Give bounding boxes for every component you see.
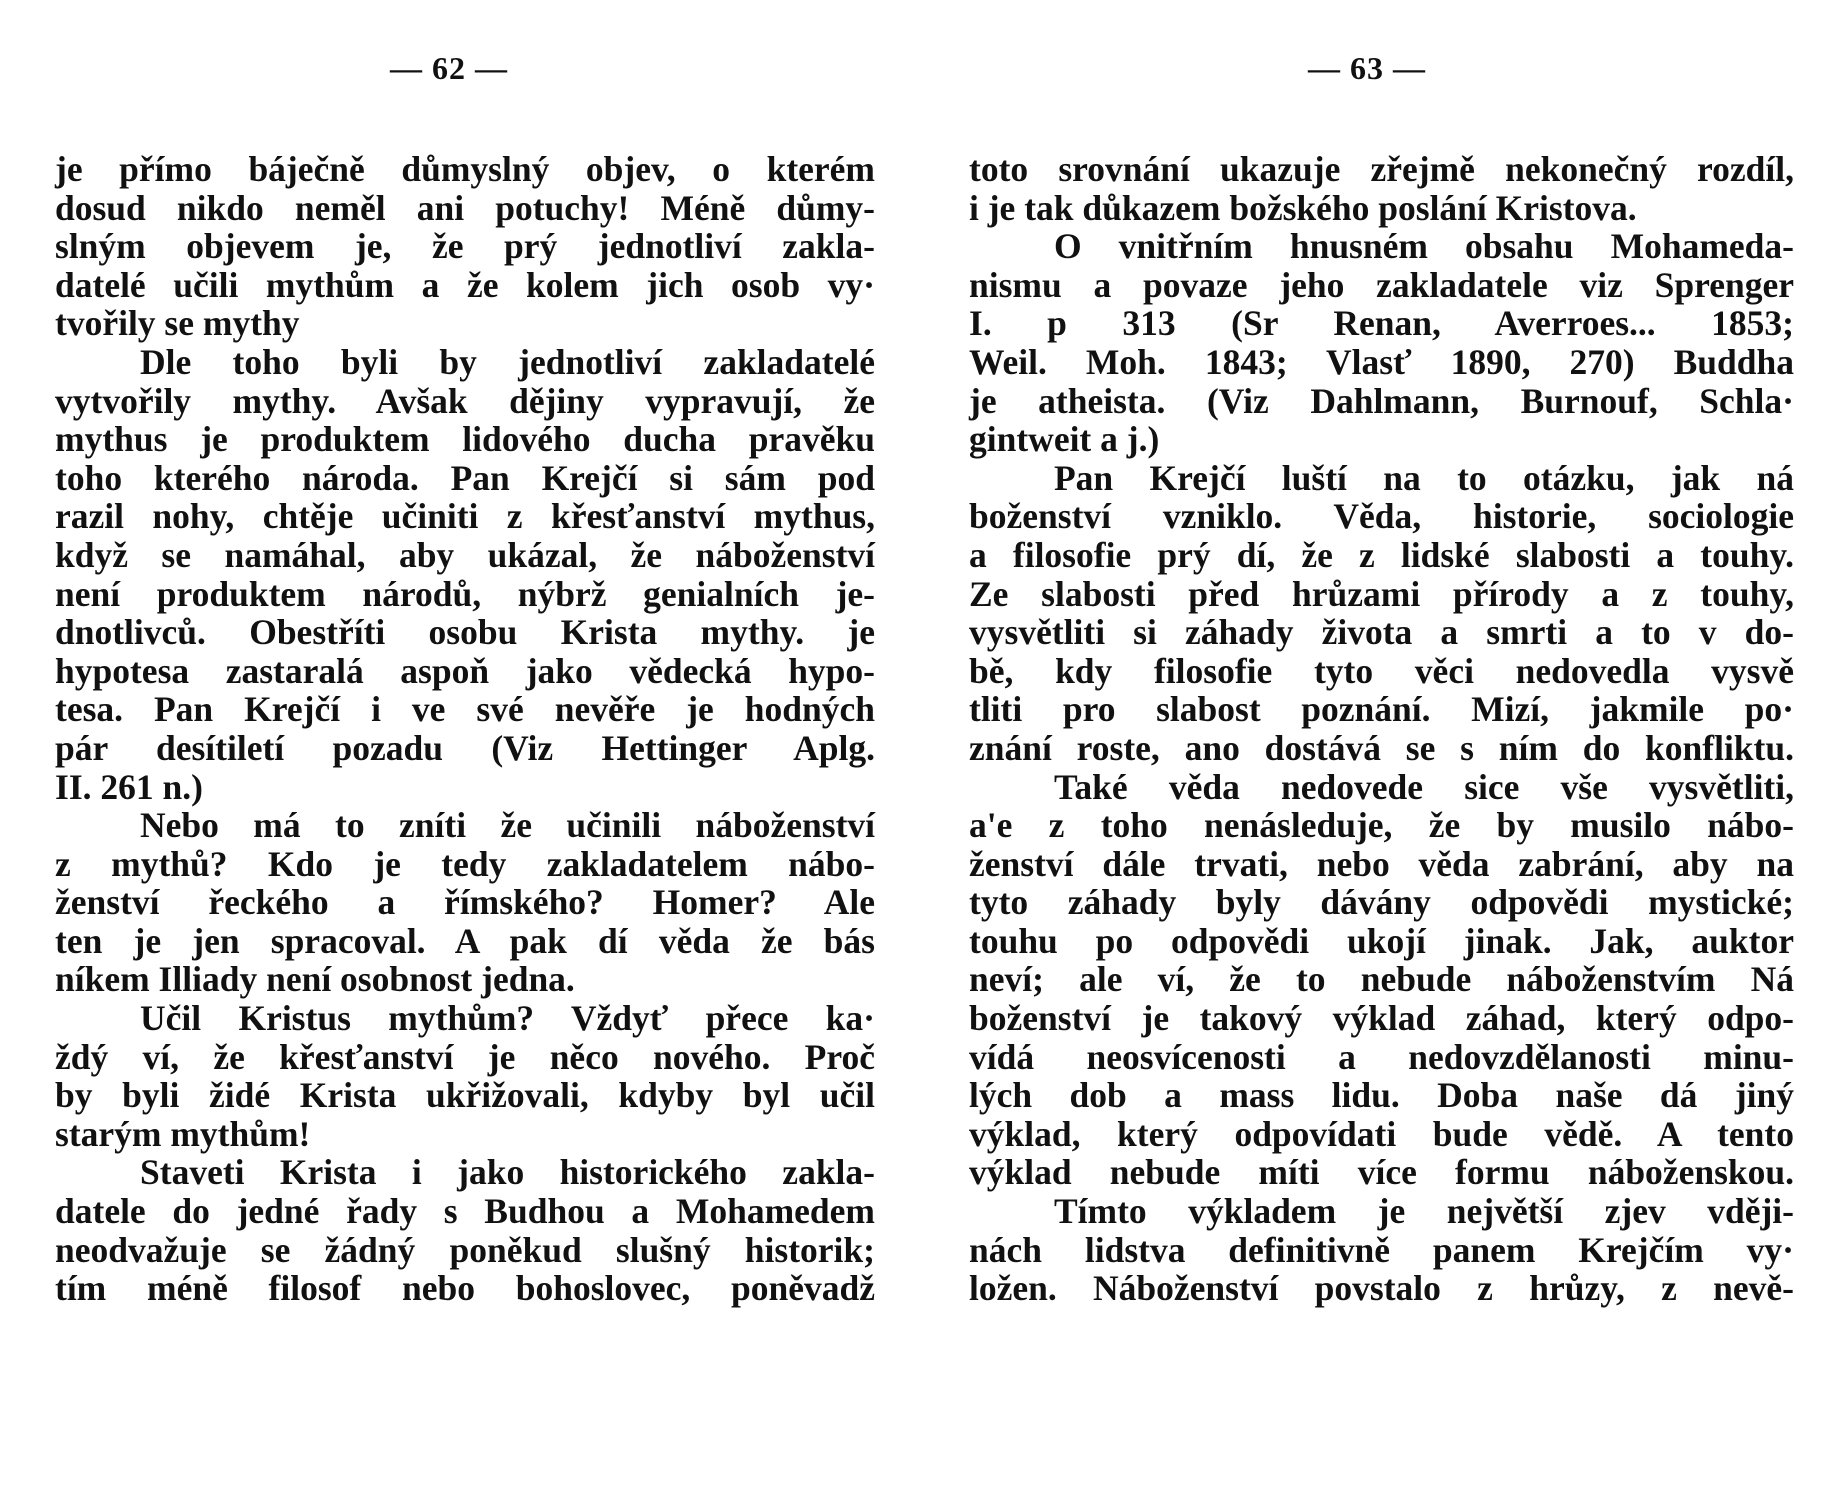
text-line: z mythů? Kdo je tedy zakladatelem nábo-	[55, 843, 875, 884]
text-line: vytvořily mythy. Avšak dějiny vypravují, že	[55, 380, 875, 421]
text-line: vysvětliti si záhady života a smrti a to v do-	[969, 612, 1794, 653]
page-number: — 63 —	[1308, 50, 1426, 86]
text-line: ložen. Náboženství povstalo z hrůzy, z nevě-	[969, 1268, 1794, 1309]
text-line: dnotlivců. Obestříti osobu Krista mythy. je	[55, 612, 875, 653]
text-line: neodvažuje se žádný poněkud slušný historik;	[55, 1229, 875, 1270]
text-line: gintweit a j.)	[969, 419, 1160, 460]
text-line: datelé učili mythům a že kolem jich osob vy·	[55, 264, 875, 305]
text-line: bě, kdy filosofie tyto věci nedovedla vysvě	[969, 650, 1794, 691]
text-line: vídá neosvícenosti a nedovzdělanosti minu-	[969, 1036, 1794, 1077]
text-line: Weil. Moh. 1843; Vlasť 1890, 270) Buddha	[969, 341, 1794, 382]
text-line: výklad nebude míti více formu náboženskou.	[969, 1152, 1794, 1193]
text-line: výklad, který odpovídati bude vědě. A tento	[969, 1113, 1794, 1154]
text-line: slným objevem je, že prý jednotliví zakla-	[55, 226, 875, 267]
text-line: pár desítiletí pozadu (Viz Hettinger Aplg.	[55, 727, 875, 768]
text-line: Nebo má to zníti že učinili náboženství	[140, 805, 875, 846]
text-line: touhu po odpovědi ukojí jinak. Jak, auktor	[969, 920, 1794, 961]
text-line: by byli židé Krista ukřižovali, kdyby byl učil	[55, 1075, 875, 1116]
text-line: tyto záhady byly dávány odpovědi mystické;	[969, 882, 1794, 923]
text-line: není produktem národů, nýbrž genialních je-	[55, 573, 875, 614]
text-line: Tímto výkladem je největší zjev vději-	[1054, 1191, 1794, 1232]
text-line: tvořily se mythy	[55, 303, 300, 344]
page-text	[969, 150, 1794, 1308]
text-line: starým mythům!	[55, 1113, 311, 1154]
text-line: O vnitřním hnusném obsahu Mohameda-	[1054, 226, 1794, 267]
text-line: toto srovnání ukazuje zřejmě nekonečný rozdíl,	[969, 149, 1794, 189]
text-line: a filosofie prý dí, že z lidské slabosti a touhy.	[969, 534, 1794, 575]
text-line: nách lidstva definitivně panem Krejčím vy·	[969, 1229, 1794, 1270]
text-line: mythus je produktem lidového ducha pravěku	[55, 419, 875, 460]
text-line: Staveti Krista i jako historického zakla-	[140, 1152, 875, 1193]
text-line: dosud nikdo neměl ani potuchy! Méně důmy-	[55, 187, 875, 228]
text-line: nismu a povaze jeho zakladatele viz Sprenger	[969, 264, 1794, 305]
text-line: i je tak důkazem božského poslání Kristova.	[969, 187, 1637, 228]
text-line: ženství dále trvati, nebo věda zabrání, aby na	[969, 843, 1794, 884]
right-page	[918, 0, 1836, 1500]
text-line: Učil Kristus mythům? Vždyť přece ka·	[140, 998, 875, 1039]
text-line: když se namáhal, aby ukázal, že náboženství	[55, 534, 875, 575]
page-text	[55, 150, 875, 1308]
text-line: tesa. Pan Krejčí i ve své nevěře je hodných	[55, 689, 875, 730]
text-line: Pan Krejčí luští na to otázku, jak ná	[1054, 457, 1794, 498]
text-line: ždý ví, že křesťanství je něco nového. Proč	[55, 1036, 875, 1077]
text-line: ten je jen spracoval. A pak dí věda že bás	[55, 920, 875, 961]
text-line: I. p 313 (Sr Renan, Averroes... 1853;	[969, 303, 1794, 344]
text-line: lých dob a mass lidu. Doba naše dá jiný	[969, 1075, 1794, 1116]
text-line: Ze slabosti před hrůzami přírody a z touhy,	[969, 573, 1794, 614]
text-line: razil nohy, chtěje učiniti z křesťanství mythus,	[55, 496, 875, 537]
text-line: ženství řeckého a římského? Homer? Ale	[55, 882, 875, 923]
text-line: Dle toho byli by jednotliví zakladatelé	[140, 341, 875, 382]
text-line: znání roste, ano dostává se s ním do konfliktu.	[969, 727, 1794, 768]
text-line: datele do jedné řady s Budhou a Mohamedem	[55, 1191, 875, 1232]
text-line: II. 261 n.)	[55, 766, 203, 807]
text-line: tliti pro slabost poznání. Mizí, jakmile po·	[969, 689, 1794, 730]
text-line: níkem Illiady není osobnost jedna.	[55, 959, 575, 1000]
text-line: je přímo báječně důmyslný objev, o kterém	[55, 149, 875, 189]
page-number: — 62 —	[390, 50, 508, 86]
text-line: boženství vzniklo. Věda, historie, sociologie	[969, 496, 1794, 537]
text-line: tím méně filosof nebo bohoslovec, poněvadž	[55, 1268, 875, 1309]
text-line: boženství je takový výklad záhad, který odpo-	[969, 998, 1794, 1039]
text-line: a'e z toho nenásleduje, že by musilo nábo-	[969, 805, 1794, 846]
text-line: je atheista. (Viz Dahlmann, Burnouf, Schla·	[969, 380, 1794, 421]
text-line: Také věda nedovede sice vše vysvětliti,	[1054, 766, 1794, 807]
text-line: hypotesa zastaralá aspoň jako vědecká hypo-	[55, 650, 875, 691]
text-line: neví; ale ví, že to nebude náboženstvím Ná	[969, 959, 1794, 1000]
text-line: toho kterého národa. Pan Krejčí si sám pod	[55, 457, 875, 498]
